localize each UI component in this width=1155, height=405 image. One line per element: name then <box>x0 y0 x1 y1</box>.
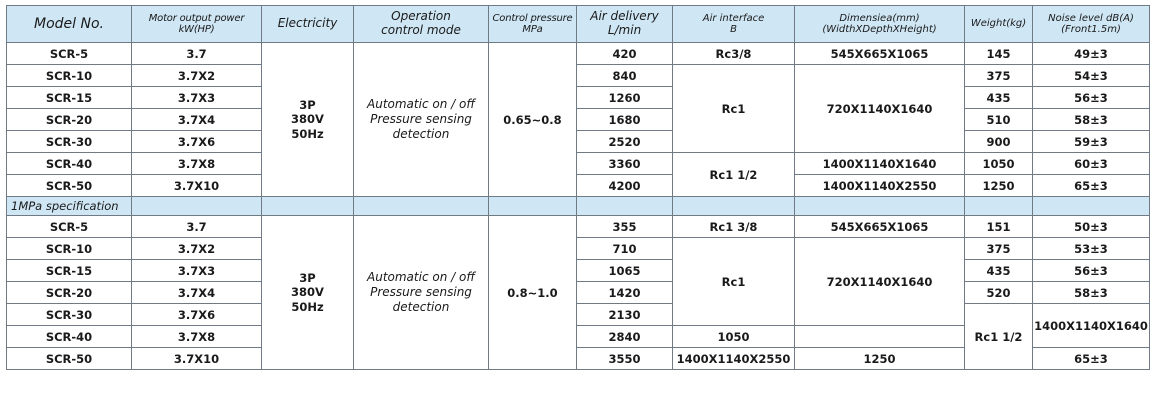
weight-cell: 145 <box>965 43 1033 65</box>
noise-cell: 65±3 <box>1033 348 1150 370</box>
motor-cell: 3.7X3 <box>132 260 262 282</box>
noise-cell: 58±3 <box>1033 109 1150 131</box>
header-motor: Motor output power kW(HP) <box>132 6 262 43</box>
noise-cell: 60±3 <box>1033 153 1150 175</box>
motor-cell: 3.7 <box>132 43 262 65</box>
dimension-cell: 720X1140X1640 <box>795 65 965 153</box>
header-noise: Noise level dB(A) (Front1.5m) <box>1033 6 1150 43</box>
noise-cell: 53±3 <box>1033 238 1150 260</box>
header-model: Model No. <box>7 6 132 43</box>
table-row <box>7 153 1150 175</box>
model-cell: SCR-10 <box>7 65 132 87</box>
dimension-cell: 720X1140X1640 <box>795 238 965 326</box>
weight-cell: 520 <box>965 282 1033 304</box>
weight-cell: 435 <box>965 87 1033 109</box>
motor-cell: 3.7X10 <box>132 348 262 370</box>
section-separator-row <box>7 197 1150 216</box>
air-delivery-cell: 4200 <box>577 175 673 197</box>
header-pressure: Control pressure MPa <box>489 6 577 43</box>
air-delivery-cell: 1420 <box>577 282 673 304</box>
model-cell: SCR-20 <box>7 109 132 131</box>
model-cell: SCR-5 <box>7 43 132 65</box>
motor-cell: 3.7X10 <box>132 175 262 197</box>
table-row <box>7 260 1150 282</box>
model-cell: SCR-15 <box>7 87 132 109</box>
pressure-cell: 0.8~1.0 <box>489 216 577 370</box>
weight-cell: 510 <box>965 109 1033 131</box>
motor-cell: 3.7X8 <box>132 326 262 348</box>
noise-cell: 56±3 <box>1033 260 1150 282</box>
table-row <box>7 216 1150 238</box>
dimension-cell: 545X665X1065 <box>795 216 965 238</box>
air-delivery-cell: 420 <box>577 43 673 65</box>
weight-cell: 375 <box>965 238 1033 260</box>
motor-cell: 3.7X2 <box>132 65 262 87</box>
interface-cell: Rc1 <box>673 238 795 326</box>
weight-cell: 1050 <box>673 326 795 348</box>
spec-table <box>6 5 1150 370</box>
motor-cell: 3.7X4 <box>132 109 262 131</box>
separator-cell <box>262 197 354 216</box>
dimension-cell: 1400X1140X2550 <box>795 175 965 197</box>
table-row <box>7 109 1150 131</box>
interface-cell: Rc1 1/2 <box>965 304 1033 370</box>
table-row <box>7 87 1150 109</box>
noise-cell: 50±3 <box>1033 216 1150 238</box>
dimension-cell: 1400X1140X2550 <box>673 348 795 370</box>
air-delivery-cell: 1065 <box>577 260 673 282</box>
model-cell: SCR-50 <box>7 348 132 370</box>
table-row <box>7 282 1150 304</box>
motor-cell: 3.7 <box>132 216 262 238</box>
dimension-cell: 1400X1140X1640 <box>1033 304 1150 348</box>
noise-cell: 54±3 <box>1033 65 1150 87</box>
weight-cell: 900 <box>965 131 1033 153</box>
motor-cell: 3.7X6 <box>132 131 262 153</box>
header-operation: Operation control mode <box>354 6 489 43</box>
spec-table-container <box>6 5 1149 370</box>
weight-cell: 1250 <box>965 175 1033 197</box>
dimension-cell: 1400X1140X1640 <box>795 153 965 175</box>
electricity-cell: 3P 380V 50Hz <box>262 216 354 370</box>
model-cell: SCR-20 <box>7 282 132 304</box>
operation-cell: Automatic on / off Pressure sensing detection <box>354 43 489 197</box>
interface-cell: Rc1 3/8 <box>673 216 795 238</box>
separator-cell <box>1033 197 1150 216</box>
separator-cell <box>795 197 965 216</box>
table-row <box>7 238 1150 260</box>
separator-cell <box>132 197 262 216</box>
model-cell: SCR-30 <box>7 131 132 153</box>
table-row <box>7 43 1150 65</box>
separator-cell <box>577 197 673 216</box>
model-cell: SCR-10 <box>7 238 132 260</box>
model-cell: SCR-50 <box>7 175 132 197</box>
air-delivery-cell: 2130 <box>577 304 673 326</box>
separator-cell <box>673 197 795 216</box>
model-cell: SCR-40 <box>7 153 132 175</box>
weight-cell: 1250 <box>795 348 965 370</box>
weight-cell: 1050 <box>965 153 1033 175</box>
table-row <box>7 65 1150 87</box>
header-weight: Weight(kg) <box>965 6 1033 43</box>
separator-cell <box>354 197 489 216</box>
model-cell: SCR-5 <box>7 216 132 238</box>
dimension-cell: 545X665X1065 <box>795 43 965 65</box>
separator-cell <box>965 197 1033 216</box>
header-row <box>7 6 1150 43</box>
header-dimension: Dimensiea(mm) (WidthXDepthXHeight) <box>795 6 965 43</box>
weight-cell: 151 <box>965 216 1033 238</box>
noise-cell: 58±3 <box>1033 282 1150 304</box>
air-delivery-cell: 355 <box>577 216 673 238</box>
section-label: 1MPa specification <box>7 197 132 216</box>
weight-cell: 435 <box>965 260 1033 282</box>
noise-cell: 59±3 <box>1033 131 1150 153</box>
air-delivery-cell: 1260 <box>577 87 673 109</box>
air-delivery-cell: 710 <box>577 238 673 260</box>
noise-cell: 56±3 <box>1033 87 1150 109</box>
model-cell: SCR-30 <box>7 304 132 326</box>
air-delivery-cell: 3550 <box>577 348 673 370</box>
weight-cell: 375 <box>965 65 1033 87</box>
electricity-cell: 3P 380V 50Hz <box>262 43 354 197</box>
interface-cell: Rc1 <box>673 65 795 153</box>
separator-cell <box>489 197 577 216</box>
table-row <box>7 304 1150 326</box>
air-delivery-cell: 2840 <box>577 326 673 348</box>
header-air-delivery: Air delivery L/min <box>577 6 673 43</box>
interface-cell: Rc1 1/2 <box>673 153 795 197</box>
air-delivery-cell: 3360 <box>577 153 673 175</box>
model-cell: SCR-15 <box>7 260 132 282</box>
pressure-cell: 0.65~0.8 <box>489 43 577 197</box>
motor-cell: 3.7X8 <box>132 153 262 175</box>
motor-cell: 3.7X3 <box>132 87 262 109</box>
motor-cell: 3.7X6 <box>132 304 262 326</box>
air-delivery-cell: 1680 <box>577 109 673 131</box>
noise-cell: 49±3 <box>1033 43 1150 65</box>
header-electricity: Electricity <box>262 6 354 43</box>
air-delivery-cell: 840 <box>577 65 673 87</box>
air-delivery-cell: 2520 <box>577 131 673 153</box>
motor-cell: 3.7X4 <box>132 282 262 304</box>
motor-cell: 3.7X2 <box>132 238 262 260</box>
table-row <box>7 175 1150 197</box>
table-row <box>7 131 1150 153</box>
noise-cell: 65±3 <box>1033 175 1150 197</box>
interface-cell: Rc3/8 <box>673 43 795 65</box>
model-cell: SCR-40 <box>7 326 132 348</box>
operation-cell: Automatic on / off Pressure sensing detection <box>354 216 489 370</box>
header-air-interface: Air interface B <box>673 6 795 43</box>
